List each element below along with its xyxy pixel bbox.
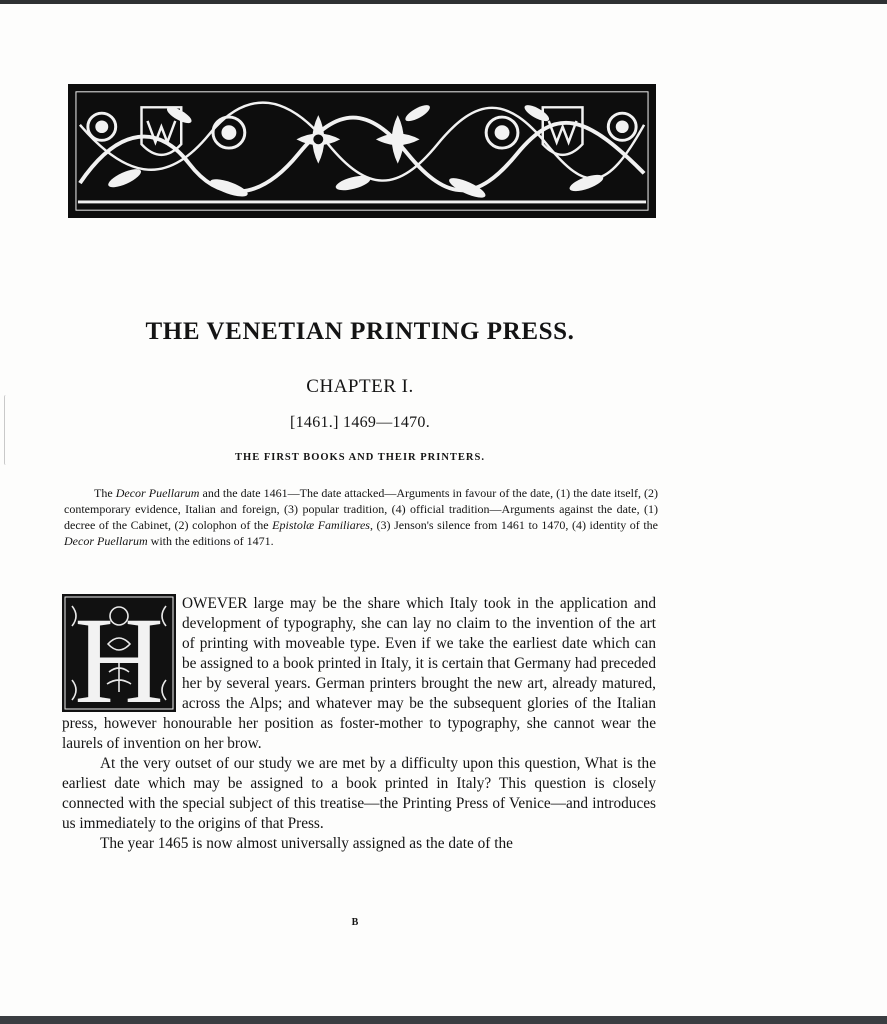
synopsis-segment: Decor Puellarum (64, 534, 148, 548)
page-edge-mark (4, 395, 8, 465)
page-title: THE VENETIAN PRINTING PRESS. (145, 318, 575, 345)
body-paragraph: The year 1465 is now almost universally assigned as the date of the (100, 835, 513, 852)
floral-ornament-icon (70, 86, 654, 216)
ornamented-initial-h (62, 594, 176, 712)
synopsis-segment: Decor Puellarum (115, 486, 200, 500)
synopsis-segment: and the date 1461—The date attacked—Arguments in favour of the date, (1) the date itself, (2) contemporary evidence, Italian and foreign, (3) popular tradition, (4) official tradition—Arguments against the date, (1) decree of the Cabinet, (2) colophon of the (64, 486, 658, 532)
chapter-dates: [1461.] 1469—1470. (289, 414, 431, 431)
synopsis-segment: Epistolæ Familiares (272, 518, 370, 532)
body-paragraph: At the very outset of our study we are met by a difficulty upon this question, What is the earliest date which may be assigned to a book printed in Italy? This question is closely connected with the special subject of this treatise—the Printing Press of Venice—and introduces us immediately to the origins of that Press. (62, 755, 656, 832)
drop-cap-ornament-icon (62, 594, 176, 712)
viewer-bottom-bar (0, 1016, 887, 1024)
body-paragraph: OWEVER large may be the share which Italy took in the application and development of typography, she can lay no claim to the invention of the art of printing with moveable type. Even if we take the earliest date which can be assigned to a book printed in Italy, it is certain that Germany had preceded her by several years. German printers brought the new art, already matured, across the Alps; and whatever may be the subsequent glories of the Italian press, however honourable her position as foster-mother to typography, she cannot wear the laurels of invention on her brow. (62, 595, 656, 752)
drop-cap-letter: H (74, 594, 164, 712)
section-heading: THE FIRST BOOKS AND THEIR PRINTERS. (235, 452, 485, 463)
viewer-top-bar (0, 0, 887, 4)
chapter-body (62, 594, 656, 854)
synopsis-segment: , (3) Jenson's silence from 1461 to 1470, (4) identity of the (369, 518, 658, 532)
chapter-heading: CHAPTER I. (306, 376, 414, 397)
chapter-synopsis (64, 485, 658, 549)
synopsis-segment: The (94, 486, 116, 500)
floral-ornament-banner (68, 84, 656, 218)
signature-mark: B (351, 917, 359, 928)
synopsis-segment: with the editions of 1471. (147, 534, 274, 548)
